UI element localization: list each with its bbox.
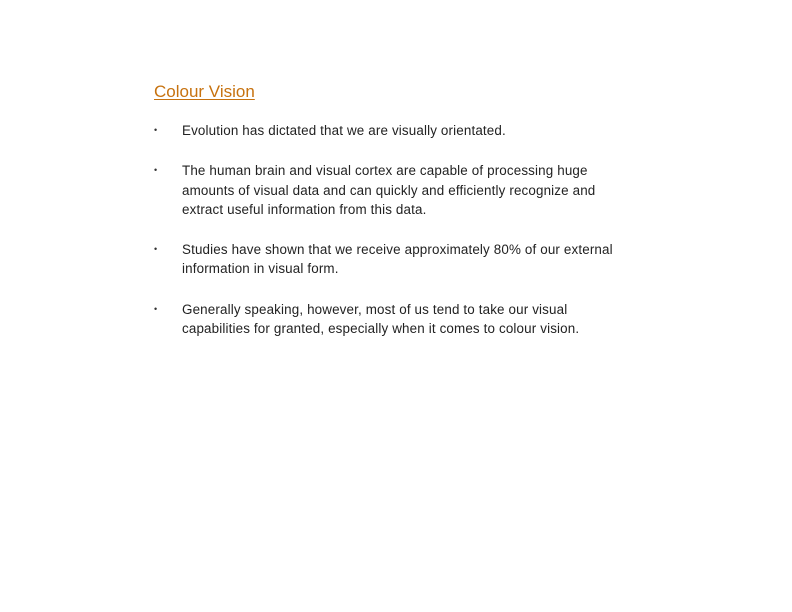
bullet-text-4: Generally speaking, however, most of us tend to take our visual capabilities for granted, especially when it comes to colour vision. [182, 301, 580, 337]
bullet-text-1: Evolution has dictated that we are visually orientated. [182, 123, 506, 138]
bullet-icon: • [154, 244, 158, 255]
bullet-text-2: The human brain and visual cortex are capable of processing huge amounts of visual data and can quickly and efficiently recognize and extract useful information from this data. [182, 163, 596, 217]
bullet-icon: • [154, 125, 158, 135]
bullet-item-3 [154, 240, 634, 279]
bullet-item-1 [154, 121, 634, 140]
bullet-icon: • [154, 303, 158, 314]
bullet-item-4 [154, 300, 634, 339]
bullet-text-3: Studies have shown that we receive approximately 80% of our external information in visual form. [182, 242, 613, 277]
slide-title: Colour Vision [154, 82, 255, 101]
bullet-list [154, 121, 634, 359]
bullet-icon: • [154, 165, 158, 176]
bullet-item-2 [154, 161, 634, 219]
